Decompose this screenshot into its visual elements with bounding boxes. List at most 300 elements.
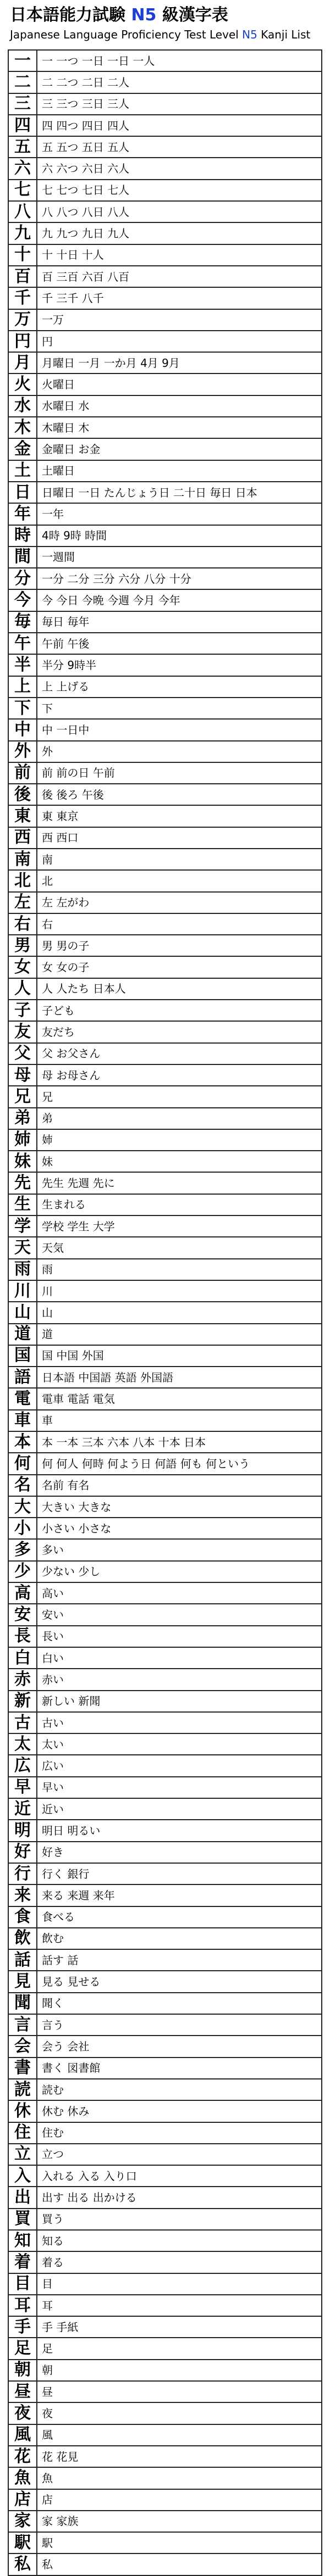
kanji-character: 毎 xyxy=(8,611,37,633)
kanji-row xyxy=(8,2467,322,2489)
kanji-examples: 毎日 毎年 xyxy=(37,611,322,633)
kanji-examples: 友だち xyxy=(37,1021,322,1042)
kanji-row xyxy=(8,547,322,568)
kanji-examples: 太い xyxy=(37,1733,322,1755)
kanji-character: 飲 xyxy=(8,1928,37,1949)
kanji-row xyxy=(8,1086,322,1107)
kanji-row xyxy=(8,2273,322,2295)
kanji-examples: 水曜日 水 xyxy=(37,395,322,417)
kanji-row xyxy=(8,2209,322,2230)
kanji-character: 食 xyxy=(8,1906,37,1928)
kanji-examples: 近い xyxy=(37,1798,322,1820)
kanji-row xyxy=(8,1712,322,1733)
kanji-examples: 山 xyxy=(37,1302,322,1323)
kanji-row xyxy=(8,1324,322,1345)
kanji-row xyxy=(8,2251,322,2273)
kanji-examples: 四 四つ 四日 四人 xyxy=(37,115,322,136)
kanji-row xyxy=(8,1431,322,1453)
kanji-character: 友 xyxy=(8,1021,37,1042)
kanji-examples: 後 後ろ 午後 xyxy=(37,784,322,805)
kanji-character: 何 xyxy=(8,1453,37,1474)
kanji-row xyxy=(8,1108,322,1129)
kanji-row xyxy=(8,1280,322,1302)
kanji-row xyxy=(8,1410,322,1431)
kanji-character: 耳 xyxy=(8,2295,37,2316)
kanji-examples: 土曜日 xyxy=(37,460,322,482)
kanji-examples: 半分 9時半 xyxy=(37,654,322,676)
kanji-row xyxy=(8,719,322,740)
kanji-character: 白 xyxy=(8,1647,37,1669)
kanji-row xyxy=(8,935,322,956)
page-title xyxy=(10,4,329,26)
kanji-examples: 魚 xyxy=(37,2467,322,2489)
kanji-examples: 車 xyxy=(37,1410,322,1431)
kanji-row xyxy=(8,2446,322,2467)
kanji-examples: 白い xyxy=(37,1647,322,1669)
kanji-row xyxy=(8,2036,322,2057)
kanji-examples: 一週間 xyxy=(37,547,322,568)
kanji-examples: 左 左がわ xyxy=(37,892,322,913)
kanji-character: 半 xyxy=(8,654,37,676)
kanji-row xyxy=(8,1691,322,1712)
kanji-character: 赤 xyxy=(8,1669,37,1690)
kanji-character: 弟 xyxy=(8,1108,37,1129)
kanji-character: 千 xyxy=(8,287,37,309)
subtitle-level-tag: N5 xyxy=(242,28,257,41)
kanji-examples: 早い xyxy=(37,1777,322,1798)
kanji-character: 早 xyxy=(8,1777,37,1798)
kanji-row xyxy=(8,1755,322,1776)
kanji-character: 書 xyxy=(8,2058,37,2079)
kanji-row xyxy=(8,1993,322,2014)
kanji-examples: 昼 xyxy=(37,2381,322,2402)
kanji-row xyxy=(8,266,322,287)
kanji-character: 右 xyxy=(8,913,37,935)
kanji-row xyxy=(8,2058,322,2079)
kanji-character: 雨 xyxy=(8,1259,37,1280)
kanji-row xyxy=(8,892,322,913)
kanji-row xyxy=(8,373,322,395)
kanji-character: 兄 xyxy=(8,1086,37,1107)
kanji-row xyxy=(8,1043,322,1064)
kanji-row xyxy=(8,1884,322,1906)
kanji-examples: 本 一本 三本 六本 八本 十本 日本 xyxy=(37,1431,322,1453)
kanji-character: 長 xyxy=(8,1626,37,1647)
kanji-examples: 少ない 少し xyxy=(37,1561,322,1582)
kanji-examples: 長い xyxy=(37,1626,322,1647)
kanji-character: 父 xyxy=(8,1043,37,1064)
kanji-row xyxy=(8,1151,322,1172)
kanji-character: 川 xyxy=(8,1280,37,1302)
kanji-row xyxy=(8,331,322,352)
kanji-examples: 日曜日 一日 たんじょう日 二十日 毎日 日本 xyxy=(37,482,322,503)
kanji-row xyxy=(8,1388,322,1409)
kanji-row xyxy=(8,978,322,1000)
kanji-row xyxy=(8,611,322,633)
kanji-row xyxy=(8,50,322,71)
kanji-character: 分 xyxy=(8,568,37,589)
kanji-examples: 上 上げる xyxy=(37,676,322,698)
kanji-row xyxy=(8,827,322,849)
kanji-row xyxy=(8,2316,322,2338)
kanji-row xyxy=(8,870,322,891)
kanji-character: 北 xyxy=(8,870,37,891)
kanji-examples: 前 前の日 午前 xyxy=(37,762,322,784)
kanji-row xyxy=(8,1842,322,1863)
kanji-character: 本 xyxy=(8,1431,37,1453)
kanji-row xyxy=(8,2511,322,2532)
kanji-examples: 着る xyxy=(37,2251,322,2273)
kanji-row xyxy=(8,1733,322,1755)
kanji-character: 多 xyxy=(8,1539,37,1560)
kanji-character: 後 xyxy=(8,784,37,805)
kanji-table xyxy=(8,49,322,2576)
kanji-character: 学 xyxy=(8,1215,37,1237)
kanji-character: 日 xyxy=(8,482,37,503)
kanji-row xyxy=(8,2014,322,2036)
kanji-examples: 八 八つ 八日 八人 xyxy=(37,201,322,222)
kanji-row xyxy=(8,2295,322,2316)
kanji-character: 太 xyxy=(8,1733,37,1755)
kanji-row xyxy=(8,1475,322,1496)
kanji-examples: 千 三千 八千 xyxy=(37,287,322,309)
kanji-character: 手 xyxy=(8,2316,37,2338)
kanji-row xyxy=(8,1539,322,1560)
kanji-examples: 小さい 小さな xyxy=(37,1518,322,1539)
kanji-examples: 一万 xyxy=(37,309,322,331)
kanji-examples: 川 xyxy=(37,1280,322,1302)
kanji-character: 目 xyxy=(8,2273,37,2295)
kanji-character: 駅 xyxy=(8,2532,37,2553)
kanji-examples: 立つ xyxy=(37,2144,322,2165)
kanji-row xyxy=(8,1172,322,1194)
kanji-examples: 雨 xyxy=(37,1259,322,1280)
kanji-row xyxy=(8,352,322,373)
kanji-examples: 夜 xyxy=(37,2402,322,2424)
kanji-row xyxy=(8,589,322,611)
kanji-character: 着 xyxy=(8,2251,37,2273)
kanji-examples: 西 西口 xyxy=(37,827,322,849)
kanji-examples: 金曜日 お金 xyxy=(37,438,322,460)
kanji-character: 妹 xyxy=(8,1151,37,1172)
kanji-character: 南 xyxy=(8,849,37,870)
kanji-examples: 赤い xyxy=(37,1669,322,1690)
kanji-character: 円 xyxy=(8,331,37,352)
kanji-row xyxy=(8,201,322,222)
kanji-character: 読 xyxy=(8,2079,37,2100)
kanji-examples: 何 何人 何時 何よう日 何語 何も 何という xyxy=(37,1453,322,1474)
kanji-row xyxy=(8,698,322,719)
kanji-examples: 下 xyxy=(37,698,322,719)
kanji-row xyxy=(8,460,322,482)
kanji-examples: 弟 xyxy=(37,1108,322,1129)
kanji-examples: 七 七つ 七日 七人 xyxy=(37,180,322,201)
kanji-row xyxy=(8,676,322,698)
kanji-character: 時 xyxy=(8,525,37,547)
kanji-row xyxy=(8,1367,322,1388)
kanji-row xyxy=(8,525,322,547)
kanji-examples: 来る 来週 来年 xyxy=(37,1884,322,1906)
level-tag: N5 xyxy=(131,5,157,25)
kanji-character: 百 xyxy=(8,266,37,287)
kanji-character: 小 xyxy=(8,1518,37,1539)
kanji-row xyxy=(8,1669,322,1690)
kanji-examples: 父 お父さん xyxy=(37,1043,322,1064)
kanji-character: 下 xyxy=(8,698,37,719)
kanji-examples: 火曜日 xyxy=(37,373,322,395)
kanji-row xyxy=(8,1582,322,1604)
kanji-character: 出 xyxy=(8,2187,37,2208)
subtitle-suffix: Kanji List xyxy=(257,28,311,41)
kanji-character: 聞 xyxy=(8,1993,37,2014)
kanji-character: 中 xyxy=(8,719,37,740)
kanji-character: 母 xyxy=(8,1064,37,1086)
kanji-row xyxy=(8,2122,322,2144)
kanji-character: 行 xyxy=(8,1863,37,1884)
kanji-character: 足 xyxy=(8,2338,37,2359)
kanji-row xyxy=(8,1496,322,1518)
kanji-examples: 一 一つ 一日 一日 一人 xyxy=(37,50,322,71)
kanji-character: 言 xyxy=(8,2014,37,2036)
kanji-character: 左 xyxy=(8,892,37,913)
kanji-row xyxy=(8,1928,322,1949)
kanji-row xyxy=(8,1949,322,1971)
kanji-row xyxy=(8,2360,322,2381)
kanji-character: 朝 xyxy=(8,2360,37,2381)
kanji-character: 安 xyxy=(8,1604,37,1625)
kanji-row xyxy=(8,956,322,978)
kanji-examples: 店 xyxy=(37,2489,322,2511)
kanji-row xyxy=(8,158,322,179)
kanji-examples: 耳 xyxy=(37,2295,322,2316)
kanji-examples: 日本語 中国語 英語 外国語 xyxy=(37,1367,322,1388)
kanji-row xyxy=(8,1064,322,1086)
kanji-row xyxy=(8,1302,322,1323)
kanji-examples: 外 xyxy=(37,741,322,762)
kanji-character: 外 xyxy=(8,741,37,762)
kanji-examples: 兄 xyxy=(37,1086,322,1107)
kanji-examples: 右 xyxy=(37,913,322,935)
kanji-row xyxy=(8,1129,322,1151)
kanji-examples: 言う xyxy=(37,2014,322,2036)
kanji-row xyxy=(8,913,322,935)
kanji-character: 女 xyxy=(8,956,37,978)
kanji-examples: 休む 休み xyxy=(37,2100,322,2122)
kanji-character: 木 xyxy=(8,417,37,438)
kanji-examples: 話す 話 xyxy=(37,1949,322,1971)
kanji-row xyxy=(8,1259,322,1280)
kanji-row xyxy=(8,180,322,201)
kanji-character: 道 xyxy=(8,1324,37,1345)
kanji-row xyxy=(8,1906,322,1928)
kanji-character: 電 xyxy=(8,1388,37,1409)
kanji-examples: 一分 二分 三分 六分 八分 十分 xyxy=(37,568,322,589)
kanji-character: 七 xyxy=(8,180,37,201)
kanji-examples: 読む xyxy=(37,2079,322,2100)
kanji-character: 明 xyxy=(8,1820,37,1841)
kanji-examples: 人 人たち 日本人 xyxy=(37,978,322,1000)
kanji-character: 国 xyxy=(8,1345,37,1367)
kanji-row xyxy=(8,395,322,417)
kanji-character: 二 xyxy=(8,71,37,93)
page-subtitle xyxy=(10,26,329,43)
kanji-character: 三 xyxy=(8,93,37,115)
kanji-character: 午 xyxy=(8,633,37,654)
kanji-character: 月 xyxy=(8,352,37,373)
kanji-row xyxy=(8,417,322,438)
kanji-examples: 六 六つ 六日 六人 xyxy=(37,158,322,179)
kanji-row xyxy=(8,2187,322,2208)
kanji-examples: 先生 先週 先に xyxy=(37,1172,322,1194)
kanji-character: 水 xyxy=(8,395,37,417)
kanji-row xyxy=(8,2381,322,2402)
title-text: 日本語能力試験 xyxy=(10,5,131,25)
kanji-row xyxy=(8,784,322,805)
kanji-examples: 広い xyxy=(37,1755,322,1776)
kanji-row xyxy=(8,2165,322,2187)
kanji-character: 四 xyxy=(8,115,37,136)
kanji-character: 上 xyxy=(8,676,37,698)
kanji-examples: 飲む xyxy=(37,1928,322,1949)
kanji-examples: 名前 有名 xyxy=(37,1475,322,1496)
kanji-examples: 見る 見せる xyxy=(37,1971,322,1992)
kanji-character: 好 xyxy=(8,1842,37,1863)
kanji-row xyxy=(8,1518,322,1539)
kanji-character: 天 xyxy=(8,1237,37,1258)
kanji-character: 昼 xyxy=(8,2381,37,2402)
kanji-examples: 五 五つ 五日 五人 xyxy=(37,136,322,158)
kanji-examples: 新しい 新聞 xyxy=(37,1691,322,1712)
kanji-examples: 道 xyxy=(37,1324,322,1345)
kanji-examples: 目 xyxy=(37,2273,322,2295)
kanji-row xyxy=(8,1021,322,1042)
kanji-examples: 月曜日 一月 一か月 4月 9月 xyxy=(37,352,322,373)
kanji-row xyxy=(8,503,322,525)
kanji-examples: 学校 学生 大学 xyxy=(37,1215,322,1237)
kanji-row xyxy=(8,1604,322,1625)
kanji-examples: 女 女の子 xyxy=(37,956,322,978)
kanji-row xyxy=(8,1237,322,1258)
kanji-row xyxy=(8,2424,322,2446)
kanji-examples: 多い xyxy=(37,1539,322,1560)
kanji-row xyxy=(8,136,322,158)
kanji-examples: 子ども xyxy=(37,1000,322,1021)
kanji-character: 一 xyxy=(8,50,37,71)
kanji-character: 会 xyxy=(8,2036,37,2057)
kanji-character: 大 xyxy=(8,1496,37,1518)
kanji-row xyxy=(8,1971,322,1992)
kanji-examples: 妹 xyxy=(37,1151,322,1172)
kanji-row xyxy=(8,2402,322,2424)
kanji-character: 私 xyxy=(8,2553,37,2575)
kanji-character: 高 xyxy=(8,1582,37,1604)
kanji-row xyxy=(8,482,322,503)
kanji-character: 見 xyxy=(8,1971,37,1992)
kanji-examples: 手 手紙 xyxy=(37,2316,322,2338)
kanji-examples: 大きい 大きな xyxy=(37,1496,322,1518)
page-header xyxy=(10,4,329,43)
kanji-row xyxy=(8,805,322,827)
kanji-examples: 生まれる xyxy=(37,1194,322,1215)
kanji-examples: 住む xyxy=(37,2122,322,2144)
kanji-examples: 私 xyxy=(37,2553,322,2575)
kanji-character: 先 xyxy=(8,1172,37,1194)
kanji-character: 入 xyxy=(8,2165,37,2187)
kanji-row xyxy=(8,438,322,460)
kanji-character: 広 xyxy=(8,1755,37,1776)
kanji-row xyxy=(8,633,322,654)
title-suffix: 級漢字表 xyxy=(156,5,228,25)
kanji-row xyxy=(8,2532,322,2553)
kanji-examples: 北 xyxy=(37,870,322,891)
kanji-row xyxy=(8,115,322,136)
kanji-examples: 家 家族 xyxy=(37,2511,322,2532)
kanji-character: 花 xyxy=(8,2446,37,2467)
kanji-character: 住 xyxy=(8,2122,37,2144)
kanji-character: 買 xyxy=(8,2209,37,2230)
kanji-row xyxy=(8,309,322,331)
kanji-character: 土 xyxy=(8,460,37,482)
kanji-examples: 今 今日 今晩 今週 今月 今年 xyxy=(37,589,322,611)
kanji-row xyxy=(8,762,322,784)
kanji-examples: 百 三百 六百 八百 xyxy=(37,266,322,287)
kanji-examples: 東 東京 xyxy=(37,805,322,827)
kanji-examples: 円 xyxy=(37,331,322,352)
kanji-examples: 行く 銀行 xyxy=(37,1863,322,1884)
kanji-row xyxy=(8,1647,322,1669)
kanji-character: 近 xyxy=(8,1798,37,1820)
kanji-row xyxy=(8,2144,322,2165)
kanji-examples: 国 中国 外国 xyxy=(37,1345,322,1367)
kanji-row xyxy=(8,1777,322,1798)
kanji-examples: 天気 xyxy=(37,1237,322,1258)
kanji-row xyxy=(8,2553,322,2575)
kanji-character: 人 xyxy=(8,978,37,1000)
kanji-character: 男 xyxy=(8,935,37,956)
kanji-examples: 安い xyxy=(37,1604,322,1625)
kanji-examples: 午前 午後 xyxy=(37,633,322,654)
kanji-row xyxy=(8,1194,322,1215)
kanji-examples: 中 一日中 xyxy=(37,719,322,740)
kanji-examples: 聞く xyxy=(37,1993,322,2014)
kanji-character: 車 xyxy=(8,1410,37,1431)
kanji-character: 風 xyxy=(8,2424,37,2446)
kanji-examples: 入れる 入る 入り口 xyxy=(37,2165,322,2187)
kanji-character: 火 xyxy=(8,373,37,395)
kanji-examples: 姉 xyxy=(37,1129,322,1151)
kanji-examples: 明日 明るい xyxy=(37,1820,322,1841)
kanji-examples: 九 九つ 九日 九人 xyxy=(37,222,322,244)
kanji-row xyxy=(8,1798,322,1820)
kanji-examples: 三 三つ 三日 三人 xyxy=(37,93,322,115)
kanji-row xyxy=(8,1215,322,1237)
kanji-character: 新 xyxy=(8,1691,37,1712)
kanji-row xyxy=(8,1561,322,1582)
kanji-examples: 古い xyxy=(37,1712,322,1733)
kanji-examples: 風 xyxy=(37,2424,322,2446)
kanji-character: 年 xyxy=(8,503,37,525)
kanji-character: 十 xyxy=(8,244,37,266)
kanji-character: 八 xyxy=(8,201,37,222)
kanji-row xyxy=(8,1345,322,1367)
kanji-row xyxy=(8,1626,322,1647)
kanji-character: 子 xyxy=(8,1000,37,1021)
kanji-examples: 4時 9時 時間 xyxy=(37,525,322,547)
kanji-character: 前 xyxy=(8,762,37,784)
kanji-character: 立 xyxy=(8,2144,37,2165)
kanji-row xyxy=(8,654,322,676)
kanji-row xyxy=(8,849,322,870)
